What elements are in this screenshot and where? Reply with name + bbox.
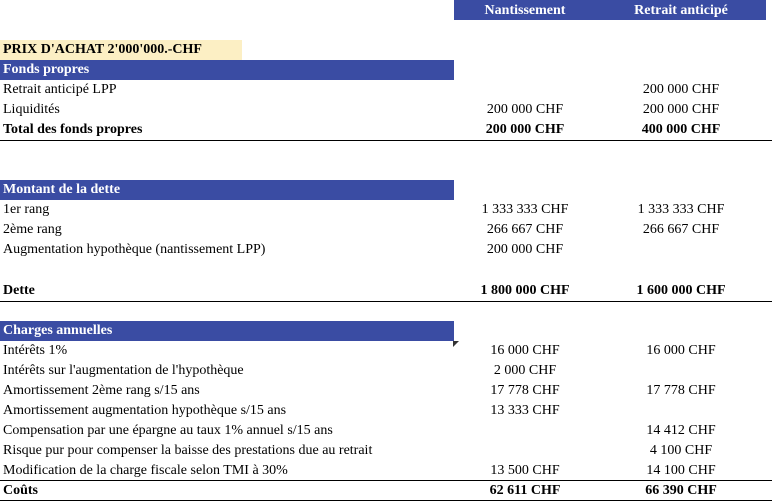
price-title: PRIX D'ACHAT 2'000'000.-CHF	[0, 40, 242, 60]
table-row	[0, 200, 772, 220]
divider	[0, 140, 772, 141]
row-label: Modification de la charge fiscale selon TMI à 30%	[3, 463, 288, 478]
table-row	[0, 421, 772, 441]
value-retrait: 66 390 CHF	[645, 483, 717, 498]
value-nantissement: 1 800 000 CHF	[480, 283, 570, 298]
divider	[0, 301, 772, 302]
value-nantissement: 1 333 333 CHF	[481, 202, 569, 217]
row-label: Liquidités	[3, 102, 60, 117]
total-row-dette	[0, 281, 772, 301]
value-nantissement: 200 000 CHF	[486, 242, 564, 257]
table-row	[0, 401, 772, 421]
row-label: Compensation par une épargne au taux 1% annuel s/15 ans	[3, 423, 333, 438]
value-retrait: 4 100 CHF	[649, 443, 713, 458]
table-row	[0, 361, 772, 381]
value-nantissement: 266 667 CHF	[486, 222, 564, 237]
row-label: Risque pur pour compenser la baisse des prestations due au retrait	[3, 443, 373, 458]
row-label: Total des fonds propres	[3, 122, 143, 137]
value-nantissement: 2 000 CHF	[493, 363, 557, 378]
row-label: Intérêts sur l'augmentation de l'hypothèque	[3, 363, 244, 378]
value-nantissement: 200 000 CHF	[485, 122, 565, 137]
row-label: 1er rang	[3, 202, 50, 217]
value-retrait: 266 667 CHF	[642, 222, 720, 237]
table-row	[0, 80, 772, 100]
row-label: Intérêts 1%	[3, 343, 68, 358]
value-retrait: 14 412 CHF	[646, 423, 716, 438]
row-label: Amortissement 2ème rang s/15 ans	[3, 383, 200, 398]
value-retrait: 16 000 CHF	[646, 343, 716, 358]
value-retrait: 400 000 CHF	[641, 122, 721, 137]
value-retrait: 1 600 000 CHF	[636, 283, 726, 298]
row-label: 2ème rang	[3, 222, 62, 237]
value-retrait: 17 778 CHF	[646, 383, 716, 398]
row-label: Amortissement augmentation hypothèque s/15 ans	[3, 403, 287, 418]
column-header-nantissement: Nantissement	[454, 0, 596, 20]
value-nantissement: 200 000 CHF	[486, 102, 564, 117]
section-fonds-propres: Fonds propres	[0, 60, 454, 80]
section-montant-dette: Montant de la dette	[0, 180, 454, 200]
table-row	[0, 441, 772, 461]
value-nantissement: 17 778 CHF	[490, 383, 560, 398]
row-label: Dette	[3, 283, 35, 298]
value-nantissement: 16 000 CHF	[490, 343, 560, 358]
divider	[0, 500, 772, 501]
table-row	[0, 240, 772, 260]
total-row-couts	[0, 481, 772, 501]
table-row	[0, 341, 772, 361]
column-header-retrait-anticipe: Retrait anticipé	[596, 0, 766, 20]
value-retrait: 200 000 CHF	[642, 82, 720, 97]
total-row-fonds-propres	[0, 120, 772, 140]
section-charges-annuelles: Charges annuelles	[0, 321, 454, 341]
table-row	[0, 461, 772, 481]
value-nantissement: 13 333 CHF	[490, 403, 560, 418]
value-retrait: 1 333 333 CHF	[637, 202, 725, 217]
table-row	[0, 381, 772, 401]
value-retrait: 14 100 CHF	[646, 463, 716, 478]
row-label: Augmentation hypothèque (nantissement LPP)	[3, 242, 266, 257]
row-label: Retrait anticipé LPP	[3, 82, 117, 97]
value-retrait: 200 000 CHF	[642, 102, 720, 117]
table-row	[0, 100, 772, 120]
value-nantissement: 62 611 CHF	[489, 483, 561, 498]
row-label: Coûts	[3, 483, 39, 498]
table-row	[0, 220, 772, 240]
value-nantissement: 13 500 CHF	[490, 463, 560, 478]
